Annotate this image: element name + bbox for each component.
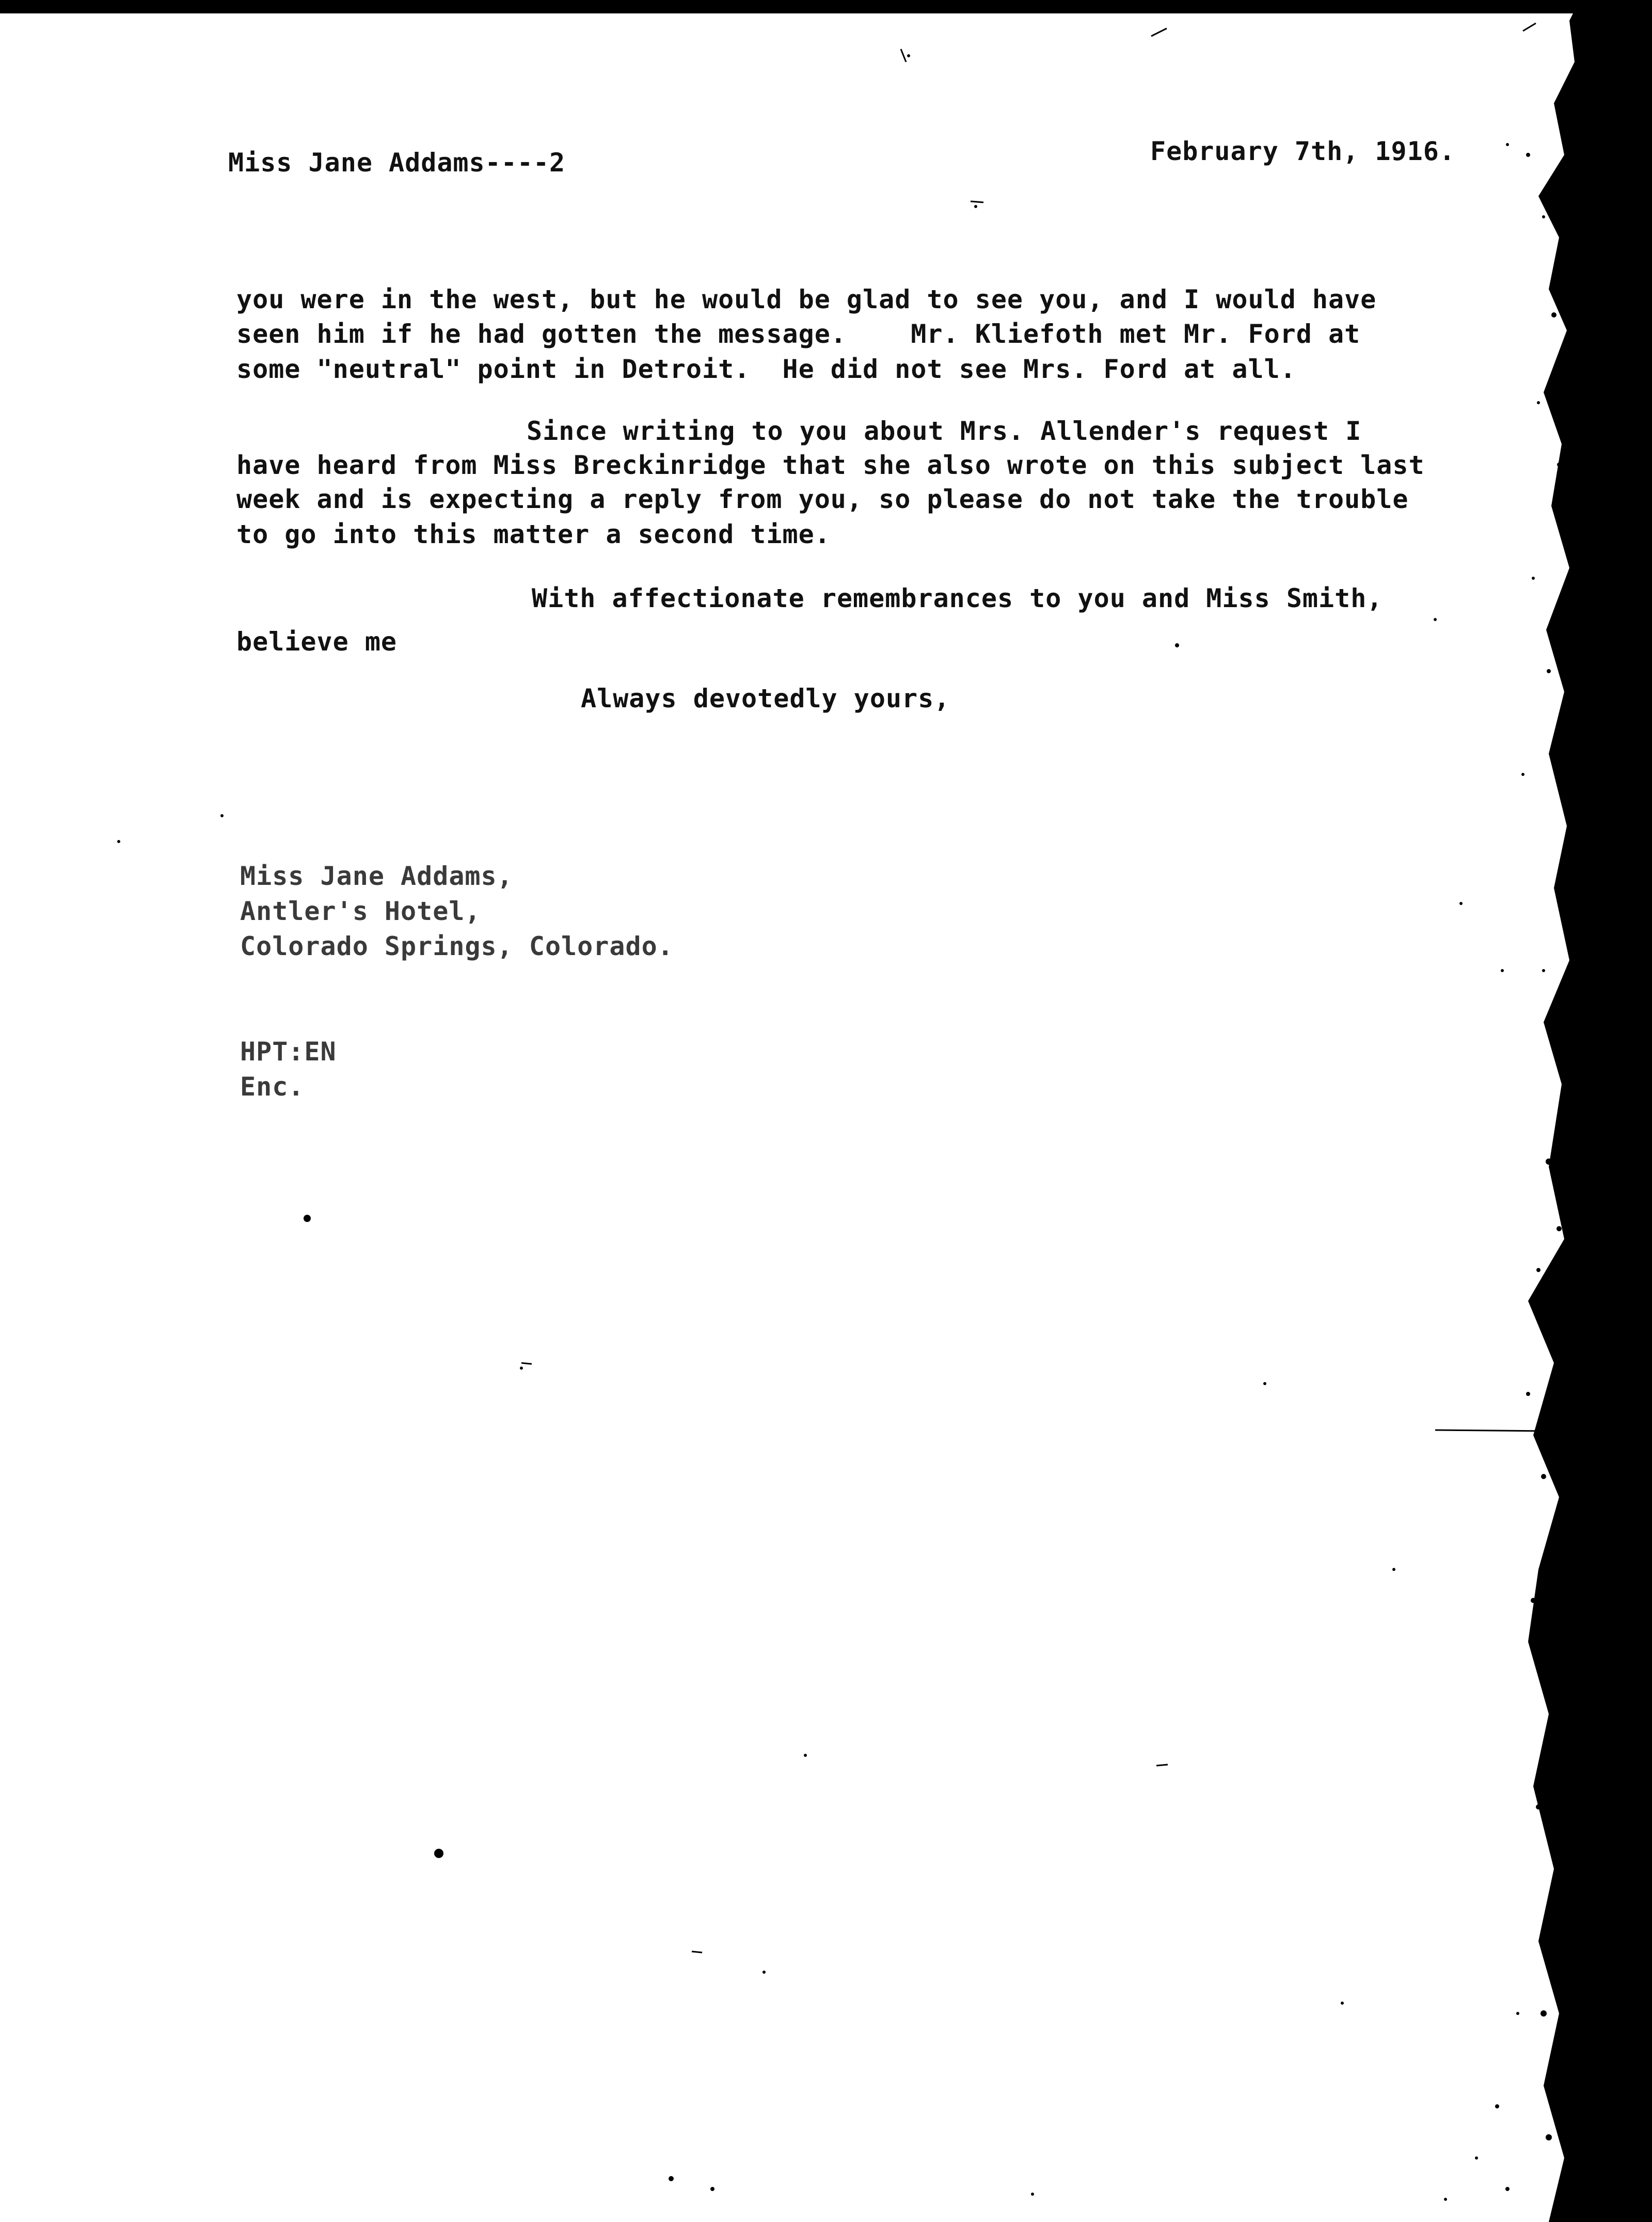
closing-line: Always devotedly yours, xyxy=(581,684,950,713)
paragraph-3-line-2: believe me xyxy=(236,627,398,657)
paragraph-3-line-1: With affectionate remembrances to you and Miss Smith, xyxy=(532,583,1383,613)
typist-initials: HPT:EN xyxy=(240,1037,337,1067)
scan-right-border xyxy=(1580,0,1652,2222)
enclosure-note: Enc. xyxy=(240,1072,305,1102)
paragraph-1-line-2: seen him if he had gotten the message. Mr. Kliefoth met Mr. Ford at xyxy=(236,319,1361,349)
paragraph-1-line-3: some "neutral" point in Detroit. He did not see Mrs. Ford at all. xyxy=(236,354,1296,384)
header-date: February 7th, 1916. xyxy=(1150,136,1455,166)
address-line-1: Miss Jane Addams, xyxy=(240,861,513,891)
address-line-2: Antler's Hotel, xyxy=(240,896,481,926)
torn-right-edge xyxy=(1497,0,1580,2222)
paragraph-2-line-3: week and is expecting a reply from you, so please do not take the trouble xyxy=(236,484,1409,514)
paragraph-2-line-4: to go into this matter a second time. xyxy=(236,519,831,549)
paragraph-2-line-2: have heard from Miss Breckinridge that she also wrote on this subject last xyxy=(236,450,1425,480)
address-line-3: Colorado Springs, Colorado. xyxy=(240,931,674,961)
scan-top-border xyxy=(0,0,1652,13)
paragraph-1-line-1: you were in the west, but he would be glad to see you, and I would have xyxy=(236,284,1377,314)
paragraph-2-line-1: Since writing to you about Mrs. Allender's request I xyxy=(527,416,1362,446)
header-recipient-page: Miss Jane Addams----2 xyxy=(228,148,566,178)
